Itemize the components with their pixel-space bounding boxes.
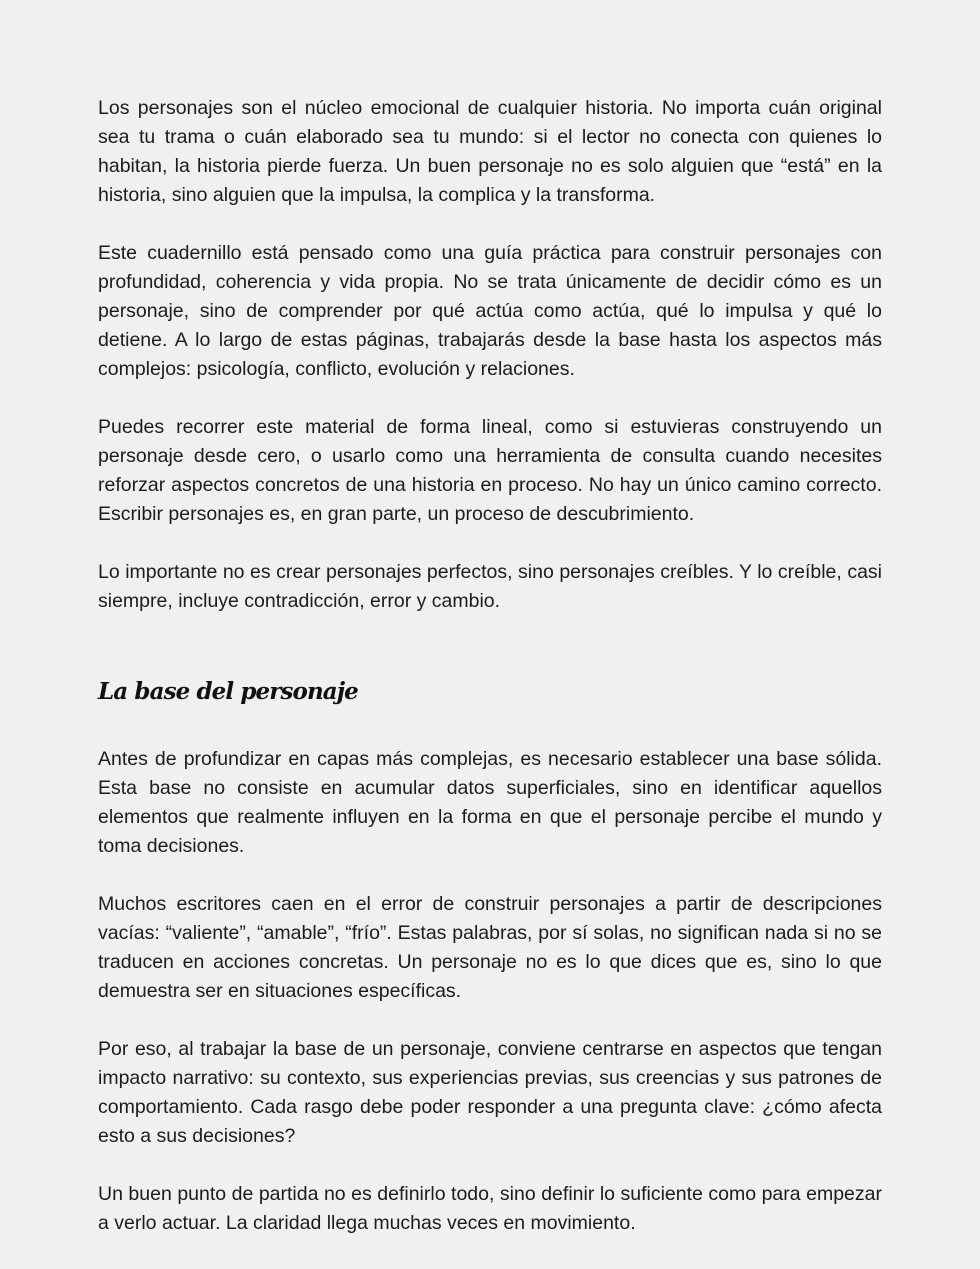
section-paragraph-3: Por eso, al trabajar la base de un personaje, conviene centrarse en aspectos que tengan impacto narrativo: su contexto, sus experiencias previas, sus creencias y sus patrones de comportamiento. Cada rasgo debe poder responder a una pregunta clave: ¿cómo afecta esto a sus decisiones? [98, 1038, 882, 1147]
document-page [98, 94, 882, 1267]
intro-paragraph-3: Puedes recorrer este material de forma lineal, como si estuvieras construyendo un personaje desde cero, o usarlo como una herramienta de consulta cuando necesites reforzar aspectos concretos de una historia en proceso. No hay un único camino correcto. Escribir personajes es, en gran parte, un proceso de descubrimiento. [98, 416, 882, 525]
section-paragraph-2: Muchos escritores caen en el error de construir personajes a partir de descripciones vacías: “valiente”, “amable”, “frío”. Estas palabras, por sí solas, no significan nada si no se traducen en acciones concretas. Un personaje no es lo que dices que es, sino lo que demuestra ser en situaciones específicas. [98, 893, 882, 1002]
section-heading: La base del personaje [98, 678, 358, 705]
intro-paragraph-1: Los personajes son el núcleo emocional de cualquier historia. No importa cuán original sea tu trama o cuán elaborado sea tu mundo: si el lector no conecta con quienes lo habitan, la historia pierde fuerza. Un buen personaje no es solo alguien que “está” en la historia, sino alguien que la impulsa, la complica y la transforma. [98, 97, 882, 206]
intro-paragraph-2: Este cuadernillo está pensado como una guía práctica para construir personajes con profundidad, coherencia y vida propia. No se trata únicamente de decidir cómo es un personaje, sino de comprender por qué actúa como actúa, qué lo impulsa y qué lo detiene. A lo largo de estas páginas, trabajarás desde la base hasta los aspectos más complejos: psicología, conflicto, evolución y relaciones. [98, 242, 882, 380]
section-paragraph-1: Antes de profundizar en capas más complejas, es necesario establecer una base sólida. Esta base no consiste en acumular datos superficiales, sino en identificar aquellos elementos que realmente influyen en la forma en que el personaje percibe el mundo y toma decisiones. [98, 748, 882, 857]
section-paragraph-4: Un buen punto de partida no es definirlo todo, sino definir lo suficiente como para empezar a verlo actuar. La claridad llega muchas veces en movimiento. [98, 1183, 882, 1234]
intro-paragraph-4: Lo importante no es crear personajes perfectos, sino personajes creíbles. Y lo creíble, casi siempre, incluye contradicción, error y cambio. [98, 561, 882, 612]
